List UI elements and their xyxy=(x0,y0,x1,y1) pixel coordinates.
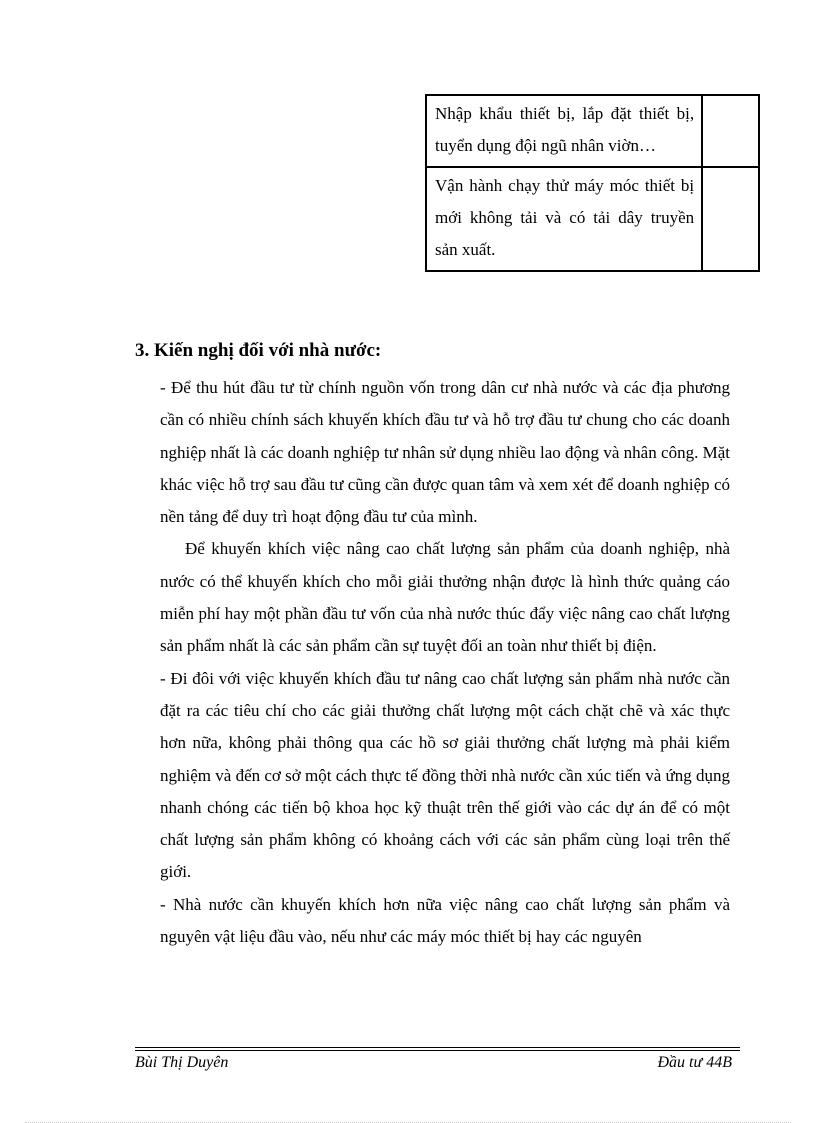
footer-author: Bùi Thị Duyên xyxy=(135,1054,229,1071)
table-cell-task: Vận hành chạy thử máy móc thiết bị mới không tải và có tải dây truyền sản xuất. xyxy=(426,167,702,271)
footer-class: Đầu tư 44B xyxy=(657,1054,732,1071)
section-heading: 3. Kiến nghị đối với nhà nước: xyxy=(135,340,382,361)
table-cell-task: Nhập khẩu thiết bị, lắp đặt thiết bị, tuyển dụng đội ngũ nhân viờn… xyxy=(426,95,702,167)
paragraph: - Để thu hút đầu tư từ chính nguồn vốn trong dân cư nhà nước và các địa phương cần có nhiều chính sách khuyến khích đầu tư và hỗ trợ đầu tư chung cho các doanh nghiệp nhất là các doanh nghiệp tư nhân sử dụng nhiều lao động và nhân công. Mặt khác việc hỗ trợ sau đầu tư cũng cần được quan tâm và xem xét để doanh nghiệp có nền tảng để duy trì hoạt động đầu tư của mình. xyxy=(160,378,730,527)
table-row xyxy=(426,95,759,167)
paragraph: - Đi đôi với việc khuyến khích đầu tư nâng cao chất lượng sản phẩm nhà nước cần đặt ra các tiêu chí cho các giải thưởng chất lượng một cách chặt chẽ và xác thực hơn nữa, không phải thông qua các hồ sơ giải thưởng chất lượng mà phải kiểm nghiệm và đến cơ sở một cách thực tế đồng thời nhà nước cần xúc tiến và ứng dụng nhanh chóng các tiến bộ khoa học kỹ thuật trên thế giới vào các dự án để có một chất lượng sản phẩm không có khoảng cách với các sản phẩm cùng loại trên thế giới. xyxy=(160,668,730,882)
footer-divider xyxy=(135,1047,740,1051)
plan-table xyxy=(425,94,760,272)
table-cell-empty xyxy=(702,95,759,167)
section-body xyxy=(160,372,730,953)
table-cell-empty xyxy=(702,167,759,271)
table-row xyxy=(426,167,759,271)
paragraph: Để khuyến khích việc nâng cao chất lượng sản phẩm của doanh nghiệp, nhà nước có thể khuyến khích cho mỗi giải thưởng nhận được là hình thức quảng cáo miễn phí hay một phần đầu tư vốn của nhà nước thúc đẩy việc nâng cao chất lượng sản phẩm nhất là các sản phẩm cần sự tuyệt đối an toàn như thiết bị điện. xyxy=(160,539,730,656)
paragraph: - Nhà nước cần khuyến khích hơn nữa việc nâng cao chất lượng sản phẩm và nguyên vật liệu đầu vào, nếu như các máy móc thiết bị hay các nguyên xyxy=(160,894,730,947)
